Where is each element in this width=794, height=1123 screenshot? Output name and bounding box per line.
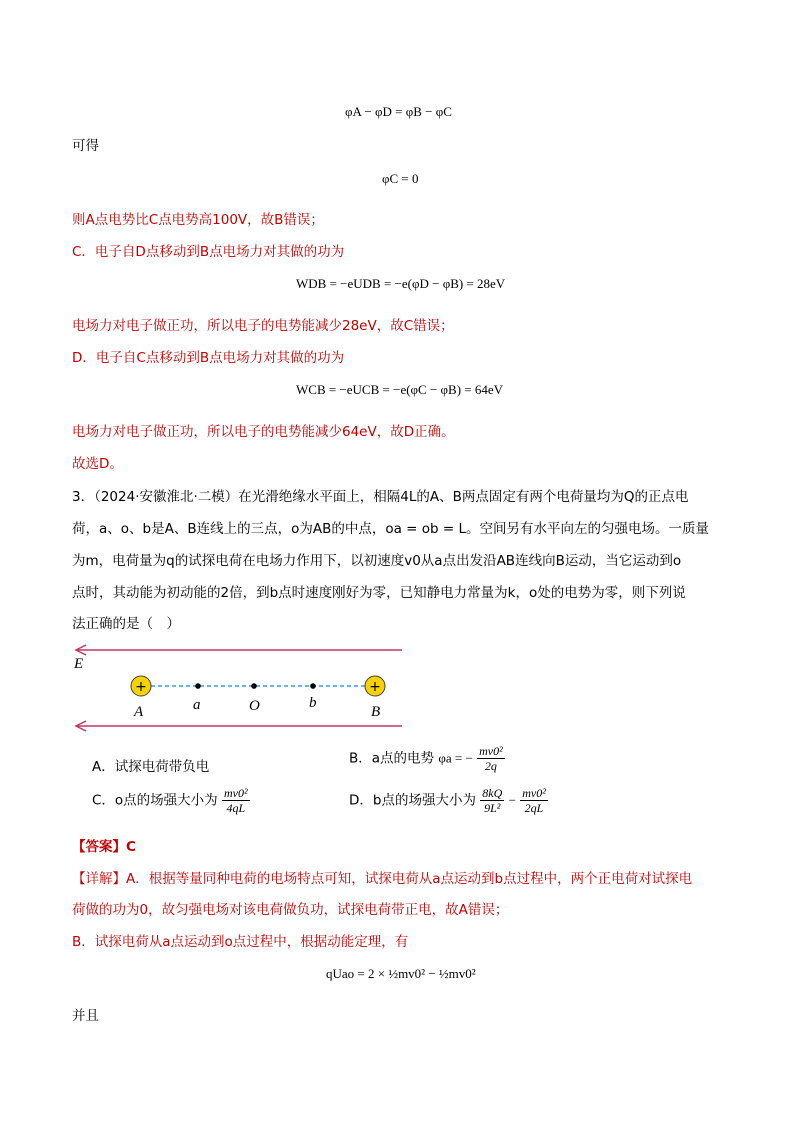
fraction-denominator: 4qL [226, 801, 246, 815]
charge-a-sign: + [135, 679, 147, 695]
option-a: A．试探电荷带负电 [92, 759, 210, 775]
question-line: 3．（2024·安徽淮北·二模）在光滑绝缘水平面上，相隔4L的A、B两点固定有两个电荷量均为Q的正点电 [72, 489, 689, 505]
text-line: 可得 [72, 138, 99, 154]
question-line: 点时，其动能为初动能的2倍，到b点时速度刚好为零，已知静电力常量为k，o处的电势为零，则下列说 [72, 585, 686, 601]
point-a [195, 683, 201, 689]
option-d [349, 786, 548, 815]
equation-phi-c: φC = 0 [382, 171, 419, 186]
option-d-text: D．b点的场强大小为 [349, 792, 476, 809]
fraction-denominator: 9L² [484, 801, 501, 815]
field-label: E [74, 656, 84, 672]
question-line: 为m，电荷量为q的试探电荷在电场力作用下，以初速度v0从a点出发沿AB连线向B运动，当它运动到o [72, 553, 682, 569]
option-d-fraction-2 [520, 786, 548, 815]
minus-sign: − [508, 792, 516, 808]
text-line-red: D．电子自C点移动到B点电场力对其做的功为 [72, 350, 345, 366]
option-b [349, 744, 505, 773]
label-a: a [193, 697, 201, 713]
option-d-fraction-1 [480, 786, 504, 815]
option-c [92, 786, 250, 815]
fraction-denominator: 2q [484, 759, 497, 773]
text-line-red: 故选D。 [72, 456, 123, 472]
text-line-red: 则A点电势比C点电势高100V，故B错误； [72, 212, 324, 228]
equation-energy-theorem: qUao = 2 × ½mv0² − ½mv0² [326, 966, 476, 981]
detail-line: B．试探电荷从a点运动到o点过程中，根据动能定理，有 [72, 934, 409, 950]
text-line-red: 电场力对电子做正功，所以电子的电势能减少64eV，故D正确。 [72, 424, 455, 440]
text-line-red: 电场力对电子做正功，所以电子的电势能减少28eV，故C错误； [72, 318, 454, 334]
fraction-denominator: 2qL [524, 801, 544, 815]
fraction-numerator: mv0² [479, 744, 503, 758]
fraction-numerator: mv0² [522, 786, 546, 800]
label-b: b [309, 695, 317, 711]
option-b-text: B．a点的电势 [349, 750, 435, 767]
point-b [310, 683, 316, 689]
label-B: B [371, 704, 381, 720]
detail-line: 【详解】A．根据等量同种电荷的电场特点可知，试探电荷从a点运动到b点过程中，两个正电荷对试探电 [72, 871, 693, 887]
option-c-text: C．o点的场强大小为 [92, 792, 218, 809]
point-o [251, 683, 257, 689]
label-O: O [249, 698, 260, 714]
charge-b-sign: + [369, 679, 381, 695]
fraction-numerator: 8kQ [482, 786, 503, 800]
detail-line: 荷做的功为0，故匀强电场对该电荷做负功，试探电荷带正电，故A错误； [72, 902, 509, 918]
option-c-fraction [222, 786, 250, 815]
question-line: 荷，a、o、b是A、B连线上的三点，o为AB的中点，oa = ob = L。空间另有水平向左的匀强电场。一质量 [72, 521, 710, 537]
equation-work-db: WDB = −eUDB = −e(φD − φB) = 28eV [296, 276, 506, 291]
option-b-symbol: φa = − [438, 750, 473, 766]
label-A: A [134, 704, 144, 720]
equation-work-cb: WCB = −eUCB = −e(φC − φB) = 64eV [296, 382, 504, 397]
option-b-fraction [477, 744, 505, 773]
fraction-numerator: mv0² [223, 786, 248, 800]
equation-potential-relation: φA − φD = φB − φC [345, 104, 452, 119]
text-line: 并且 [72, 1008, 99, 1024]
text-line-red: C．电子自D点移动到B点电场力对其做的功为 [72, 244, 345, 260]
field-diagram [60, 638, 420, 738]
answer-tag: 【答案】C [72, 839, 136, 855]
question-line: 法正确的是（ ） [72, 616, 180, 632]
